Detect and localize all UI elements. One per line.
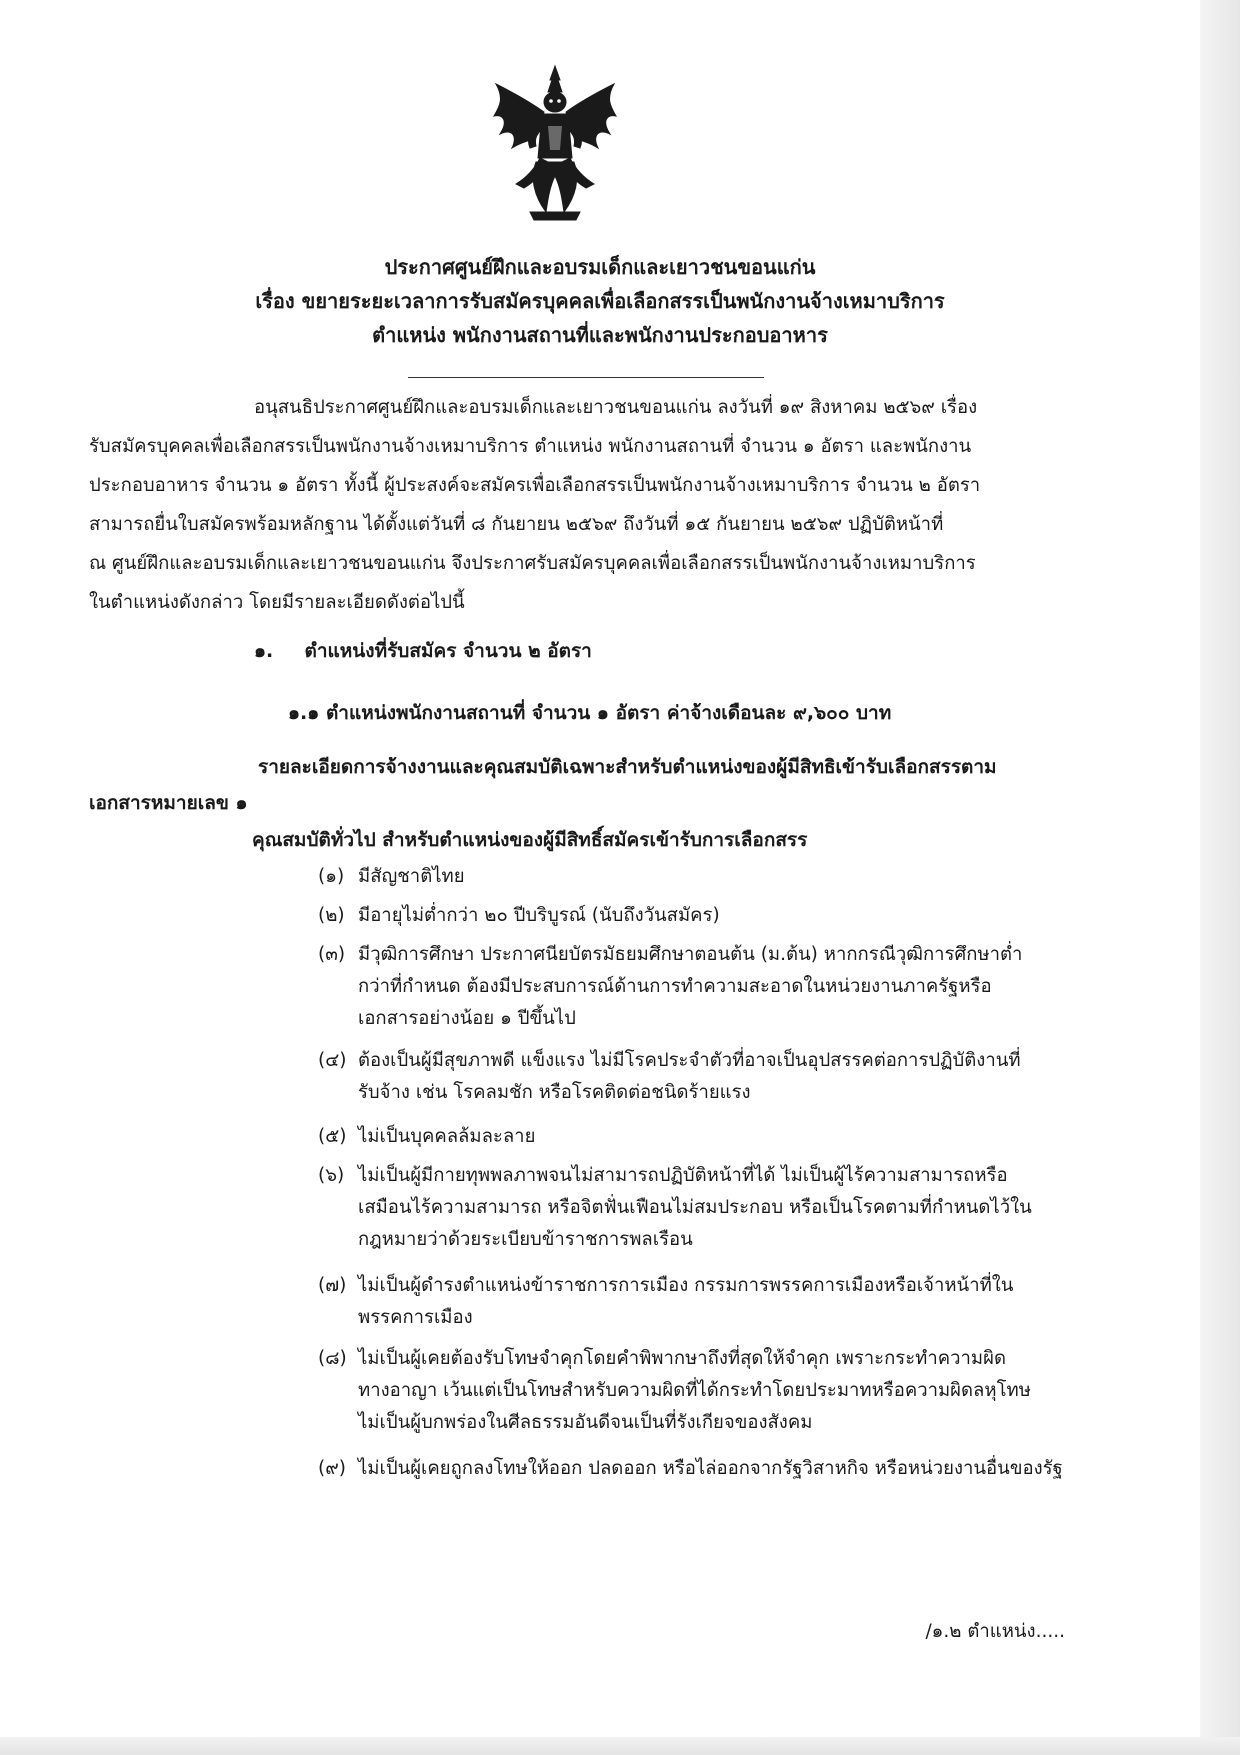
details-line: รายละเอียดการจ้างงานและคุณสมบัติเฉพาะสำหรับตำแหน่งของผู้มีสิทธิเข้ารับเลือกสรรตาม bbox=[258, 756, 997, 778]
qualification-item bbox=[318, 861, 1108, 893]
item-text: ไม่เป็นผู้มีกายทุพพลภาพจนไม่สามารถปฏิบัติหน้าที่ได้ ไม่เป็นผู้ไร้ความสามารถหรือ bbox=[358, 1165, 1008, 1186]
intro-line: ประกอบอาหาร จำนวน ๑ อัตรา ทั้งนี้ ผู้ประสงค์จะสมัครเพื่อเลือกสรรเป็นพนักงานจ้างเหมาบริการ จำนวน ๒ อัตรา bbox=[89, 475, 981, 496]
qualification-item bbox=[318, 1343, 1108, 1439]
intro-line: ณ ศูนย์ฝึกและอบรมเด็กและเยาวชนขอนแก่น จึงประกาศรับสมัครบุคคลเพื่อเลือกสรรเป็นพนักงานจ้างเหมาบริการ bbox=[89, 553, 976, 574]
item-number: (๓) bbox=[318, 944, 346, 965]
qualification-item bbox=[318, 1160, 1108, 1256]
announcement-subject: เรื่อง ขยายระยะเวลาการรับสมัครบุคคลเพื่อเลือกสรรเป็นพนักงานจ้างเหมาบริการ bbox=[255, 289, 945, 313]
garuda-emblem-icon bbox=[490, 62, 620, 222]
item-text: พรรคการเมือง bbox=[358, 1307, 473, 1328]
qualification-item bbox=[318, 1453, 1108, 1485]
announcement-title: ประกาศศูนย์ฝึกและอบรมเด็กและเยาวชนขอนแก่น bbox=[384, 255, 816, 279]
intro-line: รับสมัครบุคคลเพื่อเลือกสรรเป็นพนักงานจ้างเหมาบริการ ตำแหน่ง พนักงานสถานที่ จำนวน ๑ อัตรา และพนักงาน bbox=[89, 436, 972, 457]
intro-line: ในตำแหน่งดังกล่าว โดยมีรายละเอียดดังต่อไปนี้ bbox=[89, 592, 465, 613]
section-1-title: ตำแหน่งที่รับสมัคร จำนวน ๒ อัตรา bbox=[304, 640, 592, 662]
item-text: มีสัญชาติไทย bbox=[358, 866, 465, 887]
item-text: ไม่เป็นผู้เคยถูกลงโทษให้ออก ปลดออก หรือไล่ออกจากรัฐวิสาหกิจ หรือหน่วยงานอื่นของรัฐ bbox=[358, 1458, 1063, 1479]
page-bottom-shadow bbox=[0, 1737, 1240, 1755]
qualification-item bbox=[318, 939, 1108, 1035]
qualification-item bbox=[318, 900, 1108, 932]
item-number: (๗) bbox=[318, 1275, 347, 1296]
item-number: (๔) bbox=[318, 1050, 347, 1071]
section-1-number: ๑. bbox=[254, 640, 274, 662]
intro-paragraph bbox=[89, 388, 1099, 622]
item-text: ไม่เป็นบุคคลล้มละลาย bbox=[358, 1126, 536, 1147]
page-edge-shadow bbox=[1200, 0, 1240, 1755]
item-text: รับจ้าง เช่น โรคลมชัก หรือโรคติดต่อชนิดร้ายแรง bbox=[358, 1082, 751, 1103]
intro-line: สามารถยื่นใบสมัครพร้อมหลักฐาน ได้ตั้งแต่วันที่ ๘ กันยายน ๒๕๖๙ ถึงวันที่ ๑๕ กันยายน ๒๕๖๙ ปฏิบัติหน้าที่ bbox=[89, 514, 944, 535]
item-number: (๕) bbox=[318, 1126, 347, 1147]
item-number: (๘) bbox=[318, 1348, 347, 1369]
item-number: (๙) bbox=[318, 1458, 346, 1479]
page-continuation: /๑.๒ ตำแหน่ง..... bbox=[925, 1621, 1065, 1642]
intro-line: อนุสนธิประกาศศูนย์ฝึกและอบรมเด็กและเยาวชนขอนแก่น ลงวันที่ ๑๙ สิงหาคม ๒๕๖๙ เรื่อง bbox=[254, 397, 978, 418]
item-text: กฎหมายว่าด้วยระเบียบข้าราชการพลเรือน bbox=[358, 1229, 693, 1250]
qualification-item bbox=[318, 1045, 1108, 1109]
item-text: เสมือนไร้ความสามารถ หรือจิตฟั่นเฟือนไม่สมประกอบ หรือเป็นโรคตามที่กำหนดไว้ใน bbox=[358, 1197, 1032, 1218]
section-1-heading bbox=[254, 636, 592, 666]
item-text: ไม่เป็นผู้บกพร่องในศีลธรรมอันดีจนเป็นที่รังเกียจของสังคม bbox=[358, 1412, 813, 1433]
item-text: ต้องเป็นผู้มีสุขภาพดี แข็งแรง ไม่มีโรคประจำตัวที่อาจเป็นอุปสรรคต่อการปฏิบัติงานที่ bbox=[358, 1050, 1021, 1071]
item-text: ทางอาญา เว้นแต่เป็นโทษสำหรับความผิดที่ได้กระทำโดยประมาทหรือความผิดลหุโทษ bbox=[358, 1380, 1031, 1401]
title-divider bbox=[408, 377, 764, 378]
item-text: กว่าที่กำหนด ต้องมีประสบการณ์ด้านการทำความสะอาดในหน่วยงานภาครัฐหรือ bbox=[358, 976, 992, 997]
announcement-position: ตำแหน่ง พนักงานสถานที่และพนักงานประกอบอาหาร bbox=[372, 323, 828, 347]
qualification-item bbox=[318, 1270, 1108, 1334]
details-line: เอกสารหมายเลข ๑ bbox=[89, 792, 248, 814]
item-text: เอกสารอย่างน้อย ๑ ปีขึ้นไป bbox=[358, 1008, 576, 1029]
item-text: มีอายุไม่ต่ำกว่า ๒๐ ปีบริบูรณ์ (นับถึงวันสมัคร) bbox=[358, 905, 720, 926]
item-number: (๑) bbox=[318, 866, 345, 887]
item-text: มีวุฒิการศึกษา ประกาศนียบัตรมัธยมศึกษาตอนต้น (ม.ต้น) หากกรณีวุฒิการศึกษาต่ำ bbox=[358, 944, 1023, 965]
item-number: (๖) bbox=[318, 1165, 345, 1186]
item-text: ไม่เป็นผู้เคยต้องรับโทษจำคุกโดยคำพิพากษาถึงที่สุดให้จำคุก เพราะกระทำความผิด bbox=[358, 1348, 1006, 1369]
item-number: (๒) bbox=[318, 905, 345, 926]
qualification-item bbox=[318, 1121, 1108, 1153]
item-text: ไม่เป็นผู้ดำรงตำแหน่งข้าราชการการเมือง กรรมการพรรคการเมืองหรือเจ้าหน้าที่ใน bbox=[358, 1275, 1014, 1296]
general-qualifications-heading: คุณสมบัติทั่วไป สำหรับตำแหน่งของผู้มีสิทธิ์สมัครเข้ารับการเลือกสรร bbox=[252, 829, 808, 851]
subsection-1-1-heading: ๑.๑ ตำแหน่งพนักงานสถานที่ จำนวน ๑ อัตรา ค่าจ้างเดือนละ ๙,๖๐๐ บาท bbox=[288, 702, 892, 724]
